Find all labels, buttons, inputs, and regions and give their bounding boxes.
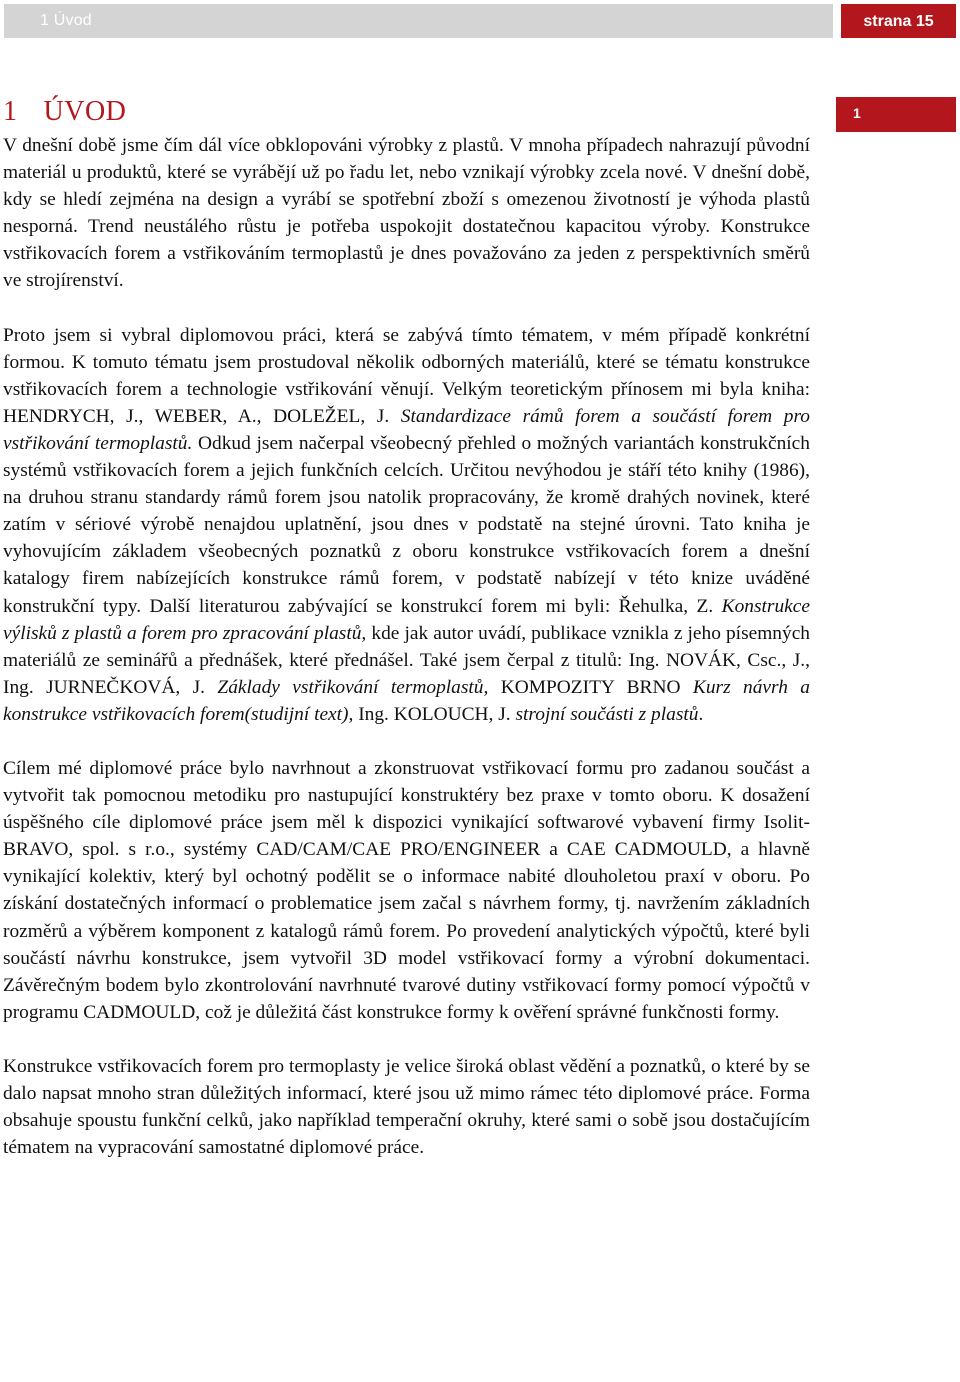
body-paragraph-1	[3, 132, 810, 295]
italic-citation: Standardizace rámů forem a součástí forem pro vstřikování termoplastů.	[3, 405, 810, 454]
body-paragraph-4	[3, 1053, 810, 1161]
header-page-number: strana 15	[841, 4, 956, 38]
chapter-tab	[836, 97, 956, 132]
text-run: kde jak autor uvádí, publikace vznikla z jeho písemných materiálů ze seminářů a přednášek, které přednášel. Také jsem čerpal z titulů: Ing. NOVÁK, Csc., J., Ing. JURNEČKOVÁ, J.	[3, 622, 810, 698]
body-paragraph-3	[3, 755, 810, 1026]
chapter-tab-label: 1	[853, 105, 861, 121]
text-run: Proto jsem si vybral diplomovou práci, která se zabývá tímto tématem, v mém případě konkrétní formou. K tomuto tématu jsem prostudoval několik odborných materiálů, které se tématu konstrukce vstřikovacích forem a technologie vstřikování věnují. Velkým teoretickým přínosem mi byla kniha: HENDRYCH, J., WEBER, A., DOLEŽEL, J.	[3, 324, 810, 427]
header-chapter-label: 1 Úvod	[40, 12, 92, 29]
text-run: Ing. KOLOUCH, J.	[353, 703, 516, 725]
chapter-heading	[3, 96, 126, 128]
text-run: Cílem mé diplomové práce bylo navrhnout a zkonstruovat vstřikovací formu pro zadanou součást a vytvořit tak pomocnou metodiku pro nastupující konstruktéry bez praxe v tomto oboru. K dosažení úspěšného cíle diplomové práce jsem měl k dispozici vynikající softwarové vybavení firmy Isolit-BRAVO, spol. s r.o., systémy CAD/CAM/CAE PRO/ENGINEER a CAE CADMOULD, a hlavně vynikající kolektiv, který byl ochotný podělit se o informace nabité dlouholetou praxí v oboru. Po získání dostatečných informací o problematice jsem začal s návrhem formy, tj. navržením základních rozměrů a výběrem komponent z katalogů rámů forem. Po provedení analytických výpočtů, které byli součástí návrhu konstrukce, jsem vytvořil 3D model vstřikovací formy a výrobní dokumentaci. Závěrečným bodem bylo zkontrolování navrhnuté tvarové dutiny vstřikovací formy pomocí výpočtů v programu CADMOULD, což je důležitá část konstrukce formy k ověření správné funkčnosti formy.	[3, 757, 810, 1023]
chapter-heading-title: ÚVOD	[43, 96, 127, 127]
body-paragraph-2	[3, 322, 810, 728]
text-run: .	[698, 703, 704, 725]
text-run: V dnešní době jsme čím dál více obklopováni výrobky z plastů. V mnoha případech nahrazují původní materiál u produktů, které se vyrábějí už po řadu let, nebo vznikají výrobky zcela nové. V dnešní době, kdy se hledí zejména na design a vyrábí se spotřební zboží s omezenou životností je výhoda plastů nesporná. Trend neustálého růstu je potřeba uspokojit dostatečnou kapacitou výroby. Konstrukce vstřikovacích forem a vstřikováním termoplastů je dnes považováno za jeden z perspektivních směrů ve strojírenství.	[3, 135, 810, 292]
italic-citation: Konstrukce výlisků z plastů a forem pro zpracování plastů,	[3, 595, 810, 644]
italic-citation: strojní součásti z plastů	[515, 703, 699, 725]
italic-citation: Kurz návrh a konstrukce vstřikovacích forem(studijní text),	[3, 676, 810, 725]
text-run: KOMPOZITY BRNO	[488, 676, 693, 698]
italic-citation: Základy vstřikování termoplastů,	[217, 676, 489, 698]
text-run: Konstrukce vstřikovacích forem pro termoplasty je velice široká oblast vědění a poznatků, o které by se dalo napsat mnoho stran důležitých informací, které jsou už mimo rámec této diplomové práce. Forma obsahuje spoustu funkční celků, jako například temperační okruhy, které sami o sobě jsou dostačujícím tématem na vypracování samostatné diplomové práce.	[3, 1055, 810, 1159]
header-bar	[4, 4, 833, 38]
text-run: Odkud jsem načerpal všeobecný přehled o možných variantách konstrukčních systémů vstřikovacích forem a jejich funkčních celcích. Určitou nevýhodou je stáří této knihy (1986), na druhou stranu standardy rámů forem jsou natolik propracovány, že kromě drahých novinek, které zatím v sériové výrobě nenajdou uplatnění, jsou dnes v podstatě na stejné úrovni. Tato kniha je vyhovujícím základem všeobecných poznatků z oboru konstrukce vstřikovacích forem a dnešní katalogy firem nabízejících konstrukce rámů forem, v podstatě nabízejí v této knize uváděné konstrukční typy. Další literaturou zabývající se konstrukcí forem mi byli: Řehulka, Z.	[3, 432, 810, 617]
chapter-heading-number: 1	[3, 96, 18, 127]
body-content	[3, 132, 810, 1188]
